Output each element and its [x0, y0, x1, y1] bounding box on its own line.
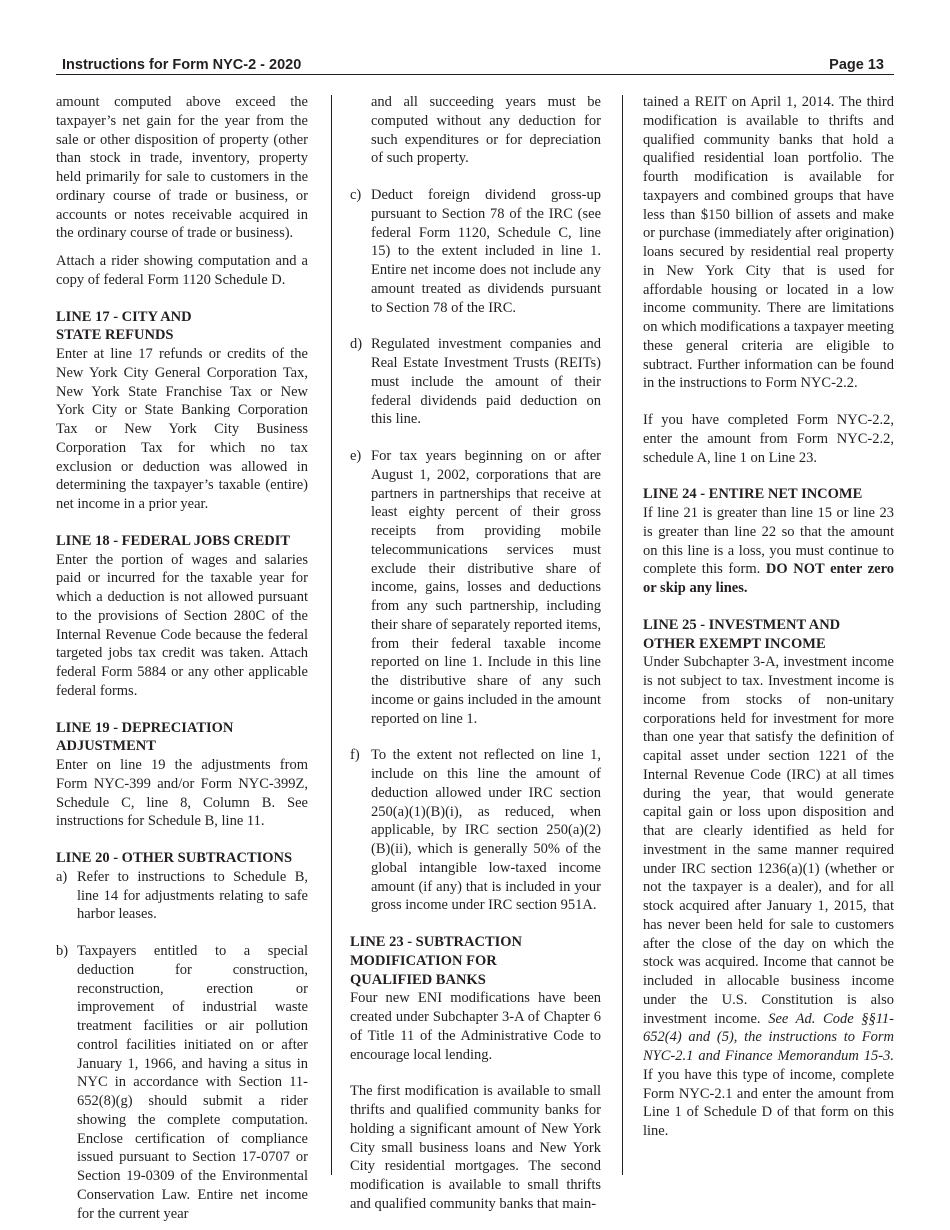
- section-heading-line18: LINE 18 - FEDERAL JOBS CREDIT: [56, 532, 291, 549]
- section-heading-line20: LINE 20 - OTHER SUBTRACTIONS: [56, 850, 293, 866]
- list-item-e: e) For tax years beginning on or after August 1, 2002, corporations that are partners in partnerships that receive at least eighty percent of their gross receipts from providing mobile telecommunications services must exclude their distributive share of income, gains, losses and deductions from any such partnership, including their share of separately reported items, from their federal taxable income reported on line 1. Include in this line the distributive share of any such income or gains included in the amount reported on line 1.: [350, 448, 601, 727]
- section-heading-line19: LINE 19 - DEPRECIATION ADJUSTMENT: [56, 719, 234, 755]
- paragraph: tained a REIT on April 1, 2014. The third modification is available to thrifts and qualified community banks that hold a qualified residential loan portfolio. The fourth modification is available for taxpayers and combined groups that have less than $150 billion of assets and make or purchase (immediately after origination) loans secured by residential real property in New York City that is used for affordable housing or located in a low income community. There are limitations on which modifications a taxpayer meeting these general criteria are eligible to subtract. Further information can be found in the instructions to Form NYC-2.2.: [643, 94, 894, 392]
- list-item-c: c) Deduct foreign dividend gross-up pursuant to Section 78 of the IRC (see federal Form 1120, Schedule C, line 15) to the extent included in line 1. Entire net income does not include any amount treated as dividends pursuant to Section 78 of the IRC.: [350, 187, 601, 316]
- section-heading-line23: LINE 23 - SUBTRACTION MODIFICATION FOR QUALIFIED BANKS: [350, 934, 523, 988]
- page-number: Page 13: [829, 57, 884, 73]
- list-item-b-continued: and all succeeding years must be computed without any deduction for such expenditures or for depreciation of such property.: [371, 94, 601, 167]
- line17-text: Enter at line 17 refunds or credits of the New York City General Corporation Tax, New York State Franchise Tax or New York City or State Banking Corporation Tax or New York City Business Corporation Tax for which no tax exclusion or deduction was allowed in determining the taxpayer’s taxable (entire) net income in a prior year.: [56, 346, 308, 512]
- paragraph: Attach a rider showing computation and a copy of federal Form 1120 Schedule D.: [56, 253, 308, 288]
- line19-text: Enter on line 19 the adjustments from Form NYC-399 and/or Form NYC-399Z, Schedule C, line 8, Column B. See instructions for Schedule B, line 11.: [56, 757, 308, 830]
- header-rule: [56, 74, 894, 75]
- column-2: [350, 93, 601, 1214]
- page-header: [62, 57, 894, 75]
- paragraph: amount computed above exceed the taxpayer’s net gain for the year from the sale or other disposition of property (other than stock in trade, inventory, property held primarily for sale to customers in the ordinary course of trade or business, or accounts or notes receivable acquired in the ordinary course of trade or business).: [56, 94, 308, 242]
- column-1: [56, 93, 308, 1223]
- line24-text: If line 21 is greater than line 15 or line 23 is greater than line 22 so that the amount on this line is a loss, you must continue to complete this form. DO NOT enter zero or skip any lines.: [643, 505, 894, 596]
- line23-text-2: The first modification is available to small thrifts and qualified community banks for holding a significant amount of New York City small business loans and New York City residential mortgages. The second modification is available to small thrifts and qualified community banks that main-: [350, 1083, 601, 1212]
- section-heading-line25: LINE 25 - INVESTMENT AND OTHER EXEMPT INCOME: [643, 616, 841, 652]
- column-divider-1: [331, 95, 332, 1175]
- list-item-f: f) To the extent not reflected on line 1, include on this line the amount of deduction allowed under IRC section 250(a)(1)(B)(i), as reduced, when applicable, by IRC section 250(a)(2)(B)(ii), which is generally 50% of the global intangible low-taxed income amount (if any) that is included in your gross income under IRC section 951A.: [350, 747, 601, 914]
- section-heading-line17: LINE 17 - CITY AND STATE REFUNDS: [56, 308, 192, 344]
- list-item-b: b) Taxpayers entitled to a special deduction for construction, reconstruction, erection or improvement of industrial waste treatment facilities or air pollution control facilities initiated on or after January 1, 1966, and having a situs in NYC in accordance with Section 11-652(8)(g) should submit a rider showing the complete computation. Enclose certification of compliance issued pursuant to Section 17-0707 or Section 19-0309 of the Environmental Conservation Law. Entire net income for the current year: [56, 943, 308, 1222]
- section-heading-line24: LINE 24 - ENTIRE NET INCOME: [643, 486, 863, 503]
- list-item-a: a) Refer to instructions to Schedule B, line 14 for adjustments relating to safe harbor leases.: [56, 868, 308, 923]
- column-3: [643, 93, 894, 1141]
- column-divider-2: [622, 95, 623, 1175]
- list-item-d: d) Regulated investment companies and Real Estate Investment Trusts (REITs) must include the amount of their federal dividends paid deduction on this line.: [350, 336, 601, 428]
- paragraph: If you have completed Form NYC-2.2, enter the amount from Form NYC-2.2, schedule A, line 1 on Line 23.: [643, 412, 894, 466]
- line25-text: Under Subchapter 3-A, investment income is not subject to tax. Investment income is income from stocks of non-unitary corporations held for investment for more than one year that satisfy the definition of capital asset under section 1221 of the Internal Revenue Code (IRC) at all times during the year, that would generate capital gain or loss upon disposition and that are clearly identified as held for investment in the same manner required under IRC section 1236(a)(1) (whether or not the taxpayer is a dealer), and for all stock acquired after January 1, 2015, that has never been held for sale to customers after the close of the day on which the stock was acquired. Income that cannot be included in allocable business income under the U.S. Constitution is also investment income. See Ad. Code §§11-652(4) and (5), the instructions to Form NYC-2.1 and Finance Memorandum 15-3. If you have this type of income, complete Form NYC-2.1 and enter the amount from Line 1 of Schedule D of that form on this line.: [643, 654, 895, 1139]
- line18-text: Enter the portion of wages and salaries paid or incurred for the taxable year for which a deduction is not allowed pursuant to the provisions of Section 280C of the Internal Revenue Code because the federal targeted jobs tax credit was taken. Attach federal Form 5884 or any other applicable federal forms.: [56, 551, 308, 699]
- document-title: Instructions for Form NYC-2 - 2020: [62, 57, 302, 73]
- line23-text: Four new ENI modifications have been created under Subchapter 3-A of Chapter 6 of Title 11 of the Administrative Code to encourage local lending.: [350, 990, 601, 1063]
